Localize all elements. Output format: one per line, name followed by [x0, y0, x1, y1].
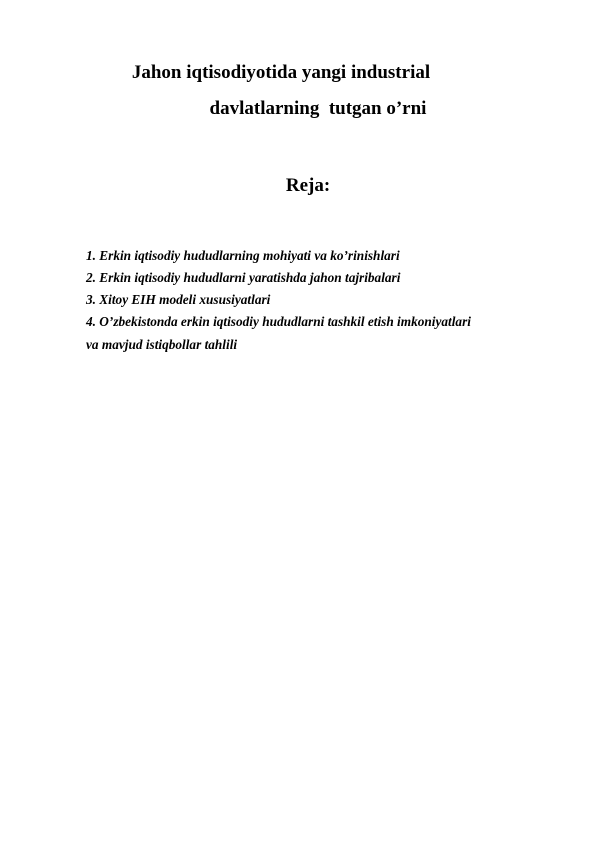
plan-list [86, 245, 556, 356]
plan-heading: Reja: [285, 175, 331, 196]
plan-item-4-continuation: va mavjud istiqbollar tahlili [86, 336, 238, 352]
document-title-line-1: Jahon iqtisodiyotida yangi industrial [131, 62, 431, 83]
plan-item-3: 3. Xitoy EIH modeli xususiyatlari [86, 292, 271, 307]
plan-item-4: 4. O’zbekistonda erkin iqtisodiy hududlarni tashkil etish imkoniyatlari [86, 314, 471, 329]
plan-item-1: 1. Erkin iqtisodiy hududlarning mohiyati va ko’rinishlari [86, 248, 400, 263]
plan-item-2: 2. Erkin iqtisodiy hududlarni yaratishda jahon tajribalari [86, 270, 401, 285]
document-title-line-2: davlatlarning tutgan o’rni [209, 98, 427, 119]
